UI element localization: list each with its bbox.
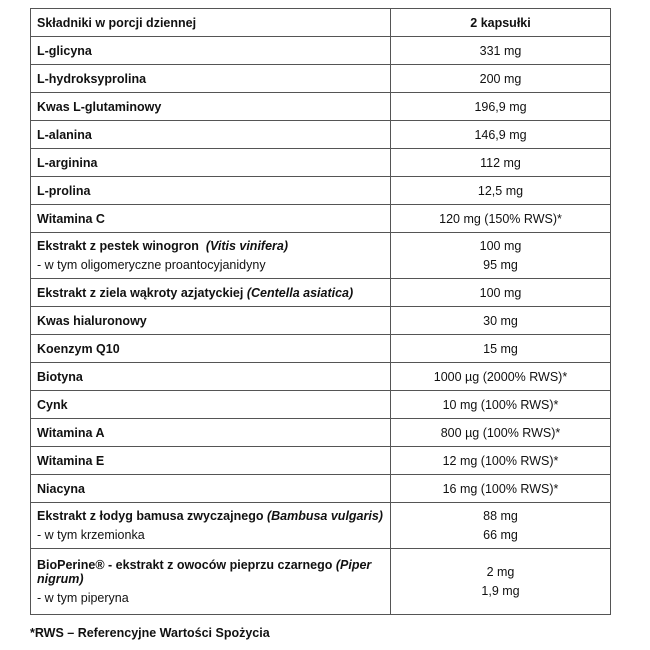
ingredient-cell	[31, 549, 391, 615]
ingredient-cell	[31, 205, 391, 233]
ingredient-name: Niacyna	[37, 481, 85, 496]
dose-cell	[391, 391, 611, 419]
table-row	[31, 307, 611, 335]
table-row	[31, 391, 611, 419]
ingredient-sub-item: - w tym krzemionka	[37, 528, 145, 542]
dose-cell	[391, 335, 611, 363]
table-row	[31, 475, 611, 503]
latin-name: (Centella asiatica)	[246, 285, 354, 300]
dose-value: 2 mg	[486, 565, 515, 579]
ingredient-name: Koenzym Q10	[37, 341, 120, 356]
dose-cell	[391, 37, 611, 65]
dose-sub-value: 95 mg	[483, 258, 518, 272]
table-row	[31, 37, 611, 65]
ingredient-cell	[31, 121, 391, 149]
dose-value: 10 mg (100% RWS)*	[442, 397, 559, 412]
dose-value: 112 mg	[480, 155, 521, 170]
ingredients-table	[30, 8, 611, 615]
ingredient-name: BioPerine® - ekstrakt z owoców pieprzu czarnego (Piper nigrum)	[37, 558, 372, 586]
table-row	[31, 363, 611, 391]
latin-name: (Piper nigrum)	[37, 558, 372, 586]
dose-cell	[391, 549, 611, 615]
ingredient-cell	[31, 37, 391, 65]
ingredient-cell	[31, 503, 391, 549]
table-row	[31, 335, 611, 363]
dose-value: 12,5 mg	[477, 183, 524, 198]
dose-cell	[391, 205, 611, 233]
table-body	[31, 37, 611, 615]
ingredient-cell	[31, 65, 391, 93]
ingredient-cell	[31, 447, 391, 475]
ingredient-cell	[31, 233, 391, 279]
dose-sub-value: 1,9 mg	[481, 584, 520, 598]
dose-cell	[391, 279, 611, 307]
ingredient-name: Ekstrakt z ziela wąkroty azjatyckiej (Centella asiatica)	[37, 285, 354, 300]
ingredient-name: Biotyna	[37, 369, 83, 384]
dose-value: 30 mg	[483, 313, 518, 328]
table-row	[31, 65, 611, 93]
ingredient-name: Cynk	[37, 397, 68, 412]
ingredient-cell	[31, 363, 391, 391]
ingredient-cell	[31, 177, 391, 205]
ingredient-name: L-prolina	[37, 183, 91, 198]
ingredient-sub-item: - w tym piperyna	[37, 591, 129, 605]
ingredient-name: L-alanina	[37, 127, 92, 142]
ingredient-cell	[31, 149, 391, 177]
dose-value: 120 mg (150% RWS)*	[439, 211, 562, 226]
dose-value: 100 mg	[479, 239, 522, 253]
table-row	[31, 419, 611, 447]
ingredient-cell	[31, 419, 391, 447]
dose-value: 146,9 mg	[474, 127, 527, 142]
dose-cell	[391, 475, 611, 503]
dose-cell	[391, 503, 611, 549]
dose-value: 12 mg (100% RWS)*	[442, 453, 559, 468]
header-dose: 2 kapsułki	[391, 9, 611, 37]
ingredient-name: L-glicyna	[37, 43, 92, 58]
ingredient-sub-item: - w tym oligomeryczne proantocyjanidyny	[37, 258, 266, 272]
dose-value: 800 µg (100% RWS)*	[440, 425, 561, 440]
ingredient-cell	[31, 279, 391, 307]
dose-value: 331 mg	[479, 43, 522, 58]
dose-cell	[391, 177, 611, 205]
dose-value: 16 mg (100% RWS)*	[442, 481, 559, 496]
ingredient-name: Witamina A	[37, 425, 105, 440]
table-row	[31, 177, 611, 205]
footnote: *RWS – Referencyjne Wartości Spożycia	[30, 626, 270, 640]
table-row	[31, 93, 611, 121]
dose-cell	[391, 447, 611, 475]
ingredient-name: Kwas L-glutaminowy	[37, 99, 162, 114]
ingredient-cell	[31, 307, 391, 335]
ingredient-name: Ekstrakt z łodyg bamusa zwyczajnego (Bambusa vulgaris)	[37, 509, 383, 523]
table-row	[31, 503, 611, 549]
dose-cell	[391, 363, 611, 391]
table-row	[31, 121, 611, 149]
dose-cell	[391, 121, 611, 149]
latin-name: (Vitis vinifera)	[205, 239, 289, 253]
table-row	[31, 149, 611, 177]
dose-value: 1000 µg (2000% RWS)*	[433, 369, 568, 384]
latin-name: (Bambusa vulgaris)	[266, 509, 383, 523]
ingredient-cell	[31, 93, 391, 121]
dose-value: 15 mg	[483, 341, 518, 356]
dose-cell	[391, 233, 611, 279]
table-row	[31, 205, 611, 233]
ingredient-name: Witamina E	[37, 453, 105, 468]
table-row	[31, 549, 611, 615]
dose-value: 196,9 mg	[474, 99, 527, 114]
table-header-row	[31, 9, 611, 37]
ingredient-name: Kwas hialuronowy	[37, 313, 147, 328]
dose-cell	[391, 419, 611, 447]
ingredient-name: Witamina C	[37, 211, 105, 226]
ingredient-cell	[31, 475, 391, 503]
ingredient-cell	[31, 335, 391, 363]
ingredient-name: L-arginina	[37, 155, 98, 170]
ingredient-name: Ekstrakt z pestek winogron (Vitis vinifera)	[37, 239, 289, 253]
dose-value: 100 mg	[479, 285, 522, 300]
supplement-facts	[30, 8, 610, 615]
dose-value: 88 mg	[483, 509, 518, 523]
dose-cell	[391, 93, 611, 121]
table-row	[31, 279, 611, 307]
header-ingredient: Składniki w porcji dziennej	[31, 9, 391, 37]
ingredient-name: L-hydroksyprolina	[37, 71, 147, 86]
dose-value: 200 mg	[479, 71, 522, 86]
ingredient-cell	[31, 391, 391, 419]
dose-cell	[391, 307, 611, 335]
table-row	[31, 233, 611, 279]
dose-cell	[391, 149, 611, 177]
dose-sub-value: 66 mg	[483, 528, 518, 542]
table-row	[31, 447, 611, 475]
dose-cell	[391, 65, 611, 93]
